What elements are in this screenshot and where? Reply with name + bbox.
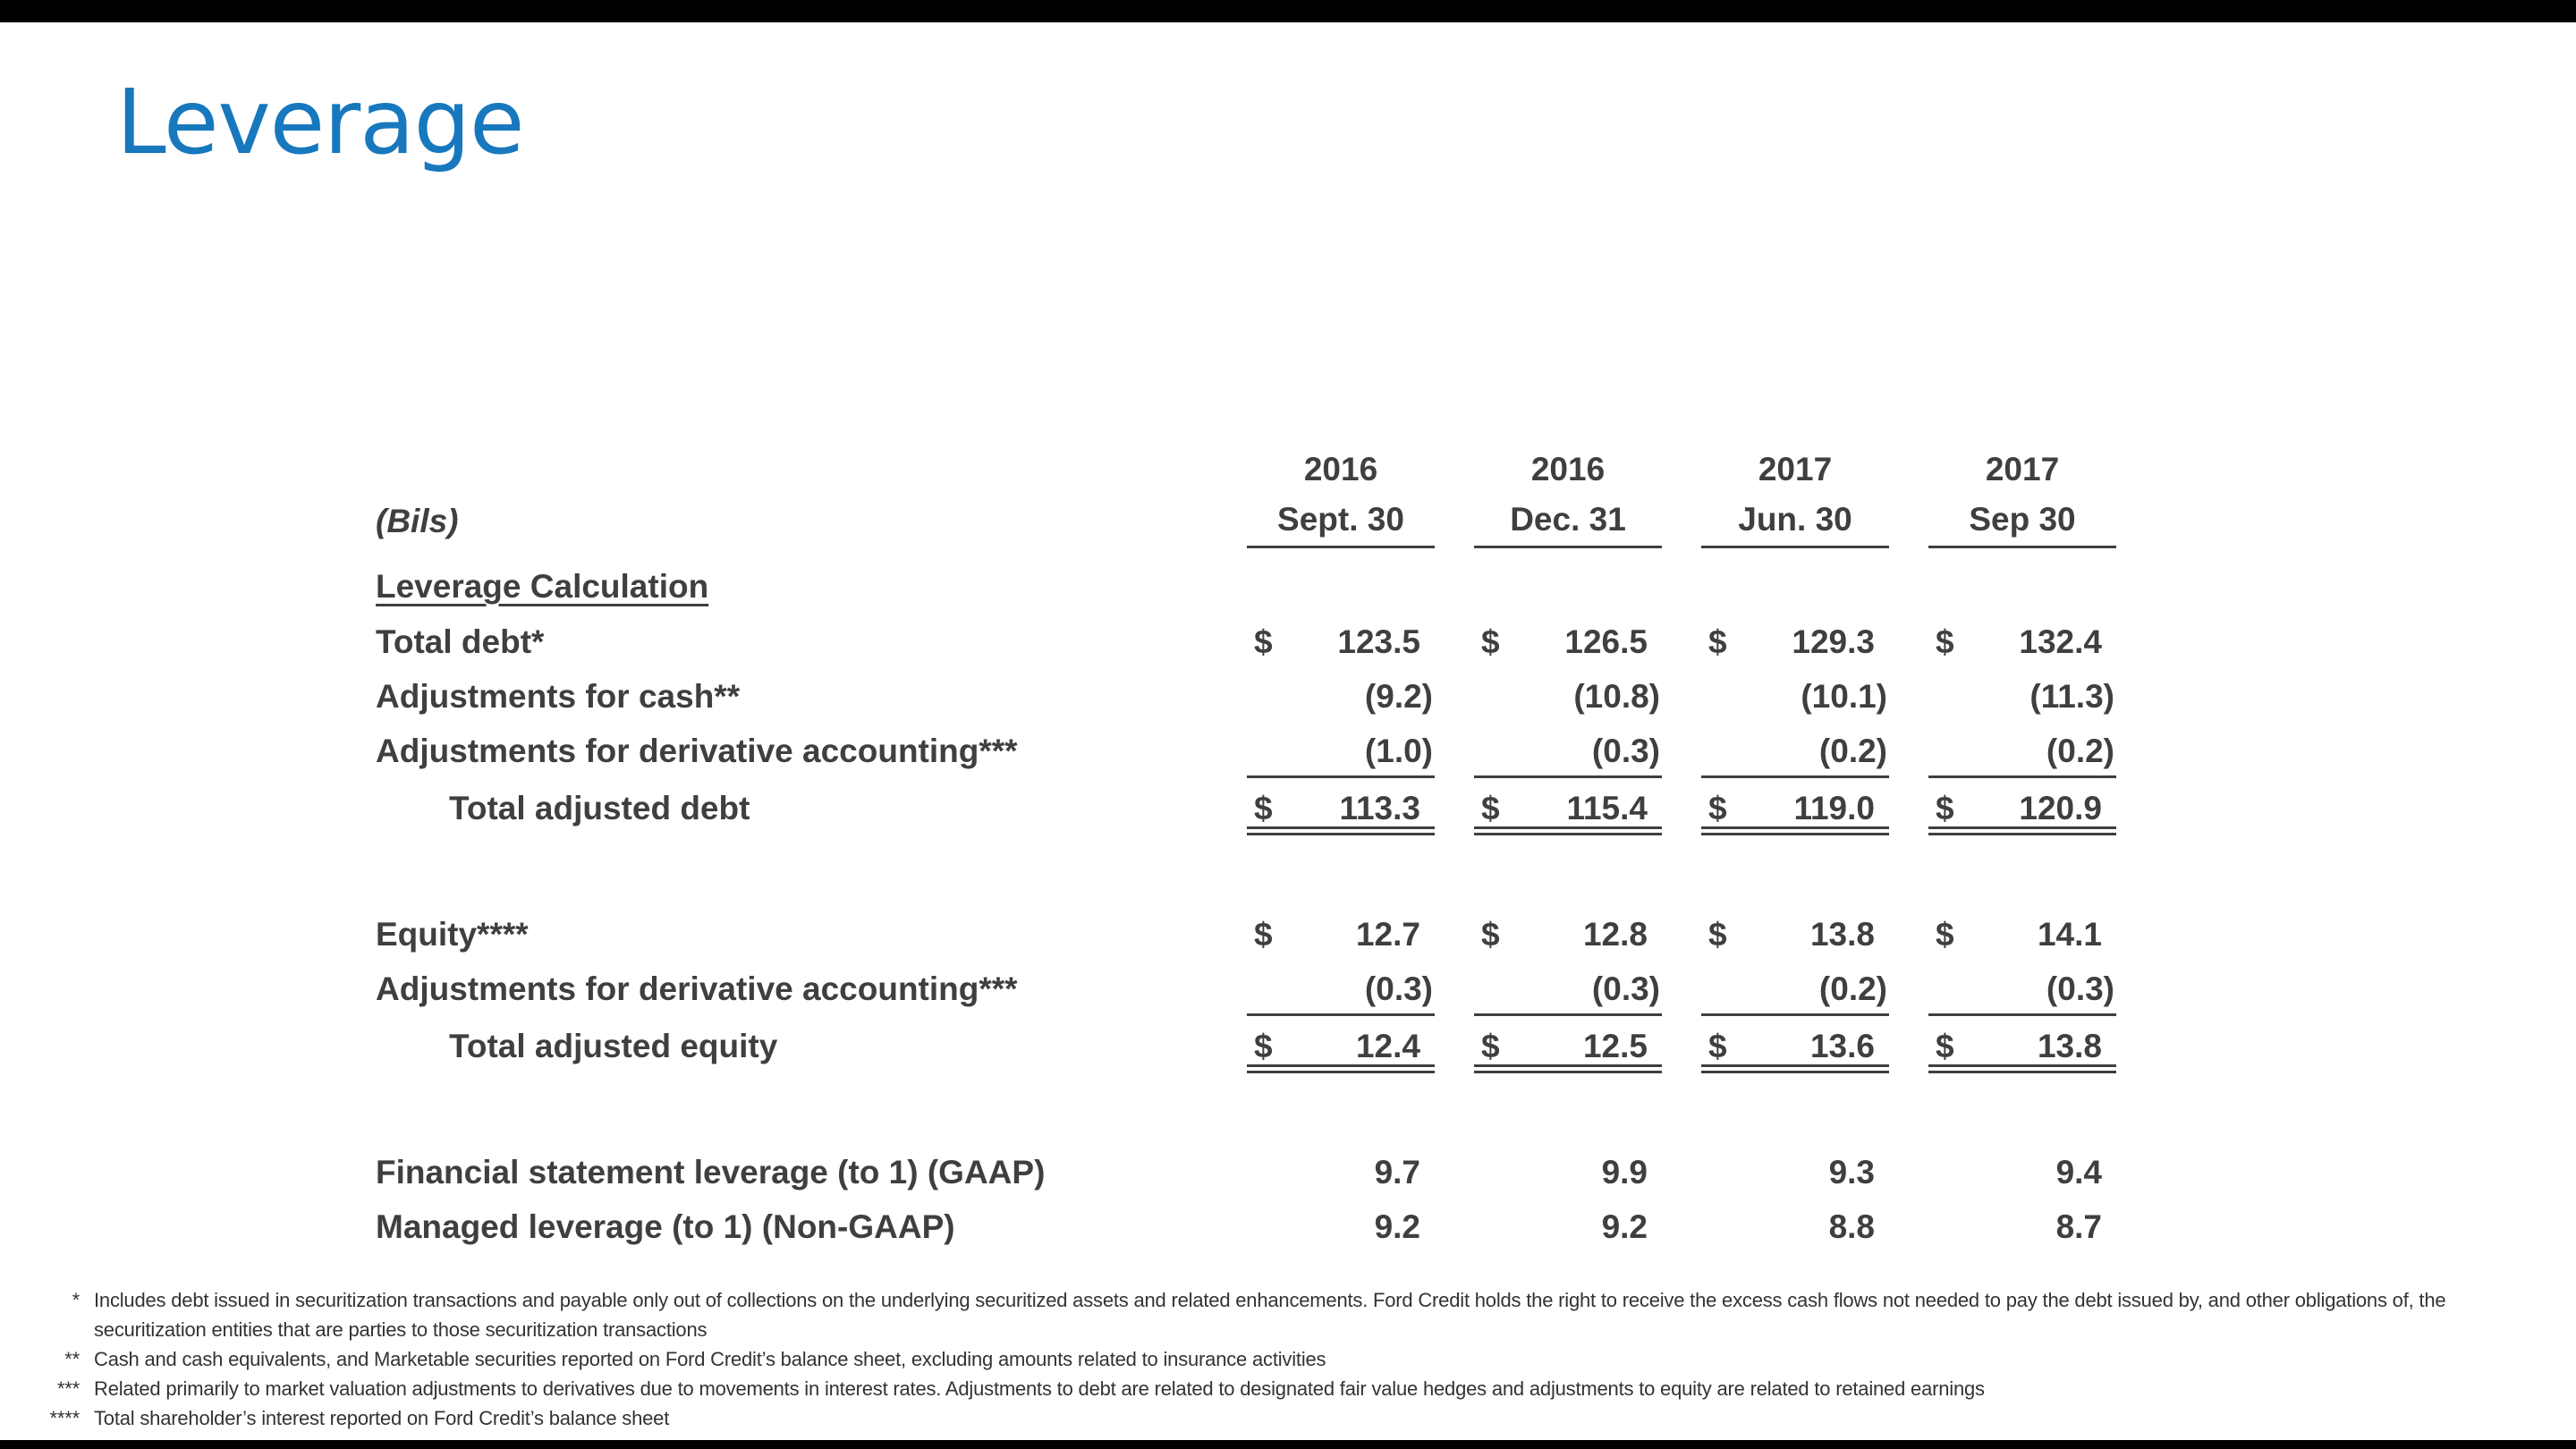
column-header <box>1928 443 2116 548</box>
footnote-text: Cash and cash equivalents, and Marketable securities reported on Ford Credit’s balance sheet, excluding amounts related to insurance activities <box>94 1348 1326 1370</box>
value-cell <box>1928 614 2116 669</box>
section-header-row <box>376 559 2116 614</box>
currency-symbol <box>1701 1145 1708 1199</box>
value: 12.4 <box>1355 1028 1420 1064</box>
footnote-marker: ** <box>64 1348 80 1370</box>
value: (10.1) <box>1801 678 1887 715</box>
value: 9.3 <box>1828 1154 1875 1191</box>
value-cell <box>1701 669 1889 724</box>
value: 9.2 <box>1374 1208 1420 1245</box>
currency-symbol: $ <box>1254 623 1273 660</box>
footnote-text: Includes debt issued in securitization transactions and payable only out of collections on the underlying securitized assets and related enhancements. Ford Credit holds the right to receive the excess cash flows not needed to pay the debt issued by, and other obligations of, the securitization entities that are parties to those securitization transactions <box>94 1289 2446 1341</box>
value: 9.7 <box>1374 1154 1420 1191</box>
footnote <box>0 1374 2469 1403</box>
value-cell <box>1474 1145 1662 1199</box>
currency-symbol <box>1247 1199 1254 1254</box>
row-label: Equity**** <box>376 916 529 953</box>
table-row-adjustments-derivative-equity <box>376 962 2116 1016</box>
value: 129.3 <box>1792 623 1875 660</box>
top-border-bar <box>0 0 2576 22</box>
currency-symbol: $ <box>1936 623 1954 660</box>
value: (10.8) <box>1573 678 1660 715</box>
currency-symbol <box>1474 962 1481 1013</box>
row-label: Adjustments for cash** <box>376 678 741 715</box>
footnote-text: Total shareholder’s interest reported on Ford Credit’s balance sheet <box>94 1407 670 1429</box>
value: 12.5 <box>1582 1028 1648 1064</box>
value: 8.8 <box>1828 1208 1875 1245</box>
row-label: Total adjusted equity <box>449 1028 778 1064</box>
table-row-total-adjusted-equity <box>376 1019 2116 1073</box>
currency-symbol <box>1474 669 1481 724</box>
value: 9.2 <box>1601 1208 1648 1245</box>
value: 113.3 <box>1339 790 1420 826</box>
footnote-marker: * <box>72 1289 80 1311</box>
value: 8.7 <box>2055 1208 2102 1245</box>
currency-symbol: $ <box>1481 916 1500 953</box>
value-cell <box>1701 1145 1889 1199</box>
table-row-managed-leverage <box>376 1199 2116 1254</box>
row-label: Financial statement leverage (to 1) (GAAP) <box>376 1154 1046 1191</box>
currency-symbol <box>1701 669 1708 724</box>
column-year: 2017 <box>1985 451 2060 487</box>
value: 119.0 <box>1793 790 1875 826</box>
value: 120.9 <box>2019 790 2102 826</box>
value-cell <box>1247 1019 1435 1073</box>
value: (1.0) <box>1364 733 1433 769</box>
value-cell <box>1247 1145 1435 1199</box>
footnote <box>0 1403 2469 1433</box>
value-cell <box>1247 669 1435 724</box>
value-cell <box>1701 614 1889 669</box>
currency-symbol: $ <box>1481 790 1500 826</box>
value-cell <box>1928 781 2116 835</box>
footnote <box>0 1285 2469 1344</box>
value: (0.2) <box>1818 970 1887 1007</box>
value-cell <box>1474 1199 1662 1254</box>
currency-symbol: $ <box>1254 790 1273 826</box>
currency-symbol <box>1474 1145 1481 1199</box>
currency-symbol: $ <box>1708 916 1727 953</box>
page-title: Leverage <box>116 70 524 174</box>
footnote-marker: **** <box>49 1407 80 1429</box>
value: (0.3) <box>1591 733 1660 769</box>
column-year: 2017 <box>1758 451 1833 487</box>
row-label: Managed leverage (to 1) (Non-GAAP) <box>376 1208 955 1245</box>
currency-symbol <box>1928 669 1936 724</box>
value-cell <box>1701 781 1889 835</box>
value: 123.5 <box>1337 623 1420 660</box>
value: 12.7 <box>1355 916 1420 953</box>
currency-symbol: $ <box>1481 1028 1500 1064</box>
value-cell <box>1928 669 2116 724</box>
value: (0.2) <box>2046 733 2114 769</box>
footnotes <box>0 1285 2469 1433</box>
column-year: 2016 <box>1530 451 1606 487</box>
currency-symbol <box>1701 1199 1708 1254</box>
table-row-equity <box>376 907 2116 962</box>
value-cell <box>1928 724 2116 778</box>
currency-symbol: $ <box>1481 623 1500 660</box>
currency-symbol <box>1701 962 1708 1013</box>
table-header-row <box>376 443 2116 548</box>
column-header <box>1247 443 1435 548</box>
column-date: Dec. 31 <box>1474 496 1662 548</box>
footnote-text: Related primarily to market valuation adjustments to derivatives due to movements in interest rates. Adjustments to debt are related to designated fair value hedges and adjustments to equity are related to retained earnings <box>94 1377 1985 1400</box>
value-cell <box>1247 724 1435 778</box>
column-date: Sep 30 <box>1928 496 2116 548</box>
value-cell <box>1701 724 1889 778</box>
section-header: Leverage Calculation <box>376 568 709 605</box>
value: 14.1 <box>2037 916 2102 953</box>
currency-symbol: $ <box>1254 1028 1273 1064</box>
value-cell <box>1474 781 1662 835</box>
value-cell <box>1928 1199 2116 1254</box>
value-cell <box>1928 907 2116 962</box>
table-row-adjustments-cash <box>376 669 2116 724</box>
currency-symbol <box>1474 1199 1481 1254</box>
value: (0.3) <box>1364 970 1433 1007</box>
currency-symbol: $ <box>1936 790 1954 826</box>
value-cell <box>1701 907 1889 962</box>
column-date: Sept. 30 <box>1247 496 1435 548</box>
currency-symbol: $ <box>1936 916 1954 953</box>
value: (11.3) <box>2029 678 2114 715</box>
value-cell <box>1247 907 1435 962</box>
value-cell <box>1928 1145 2116 1199</box>
value-cell <box>1474 669 1662 724</box>
value-cell <box>1247 1199 1435 1254</box>
value-cell <box>1701 962 1889 1016</box>
value-cell <box>1247 962 1435 1016</box>
value-cell <box>1474 962 1662 1016</box>
currency-symbol <box>1247 962 1254 1013</box>
value: (0.3) <box>2046 970 2114 1007</box>
currency-symbol <box>1928 724 1936 775</box>
currency-symbol <box>1247 669 1254 724</box>
currency-symbol <box>1928 962 1936 1013</box>
value: 13.6 <box>1809 1028 1875 1064</box>
value: (0.3) <box>1591 970 1660 1007</box>
column-header <box>1474 443 1662 548</box>
currency-symbol: $ <box>1708 623 1727 660</box>
value: 132.4 <box>2019 623 2102 660</box>
currency-symbol: $ <box>1708 790 1727 826</box>
footnote <box>0 1344 2469 1374</box>
value: 12.8 <box>1582 916 1648 953</box>
value-cell <box>1701 1019 1889 1073</box>
currency-symbol <box>1247 724 1254 775</box>
value-cell <box>1247 781 1435 835</box>
unit-label: (Bils) <box>376 503 459 539</box>
value-cell <box>1474 614 1662 669</box>
value: 9.4 <box>2055 1154 2102 1191</box>
value-cell <box>1474 724 1662 778</box>
footnote-marker: *** <box>56 1377 80 1400</box>
currency-symbol <box>1247 1145 1254 1199</box>
value: 126.5 <box>1564 623 1648 660</box>
value: 115.4 <box>1566 790 1648 826</box>
currency-symbol: $ <box>1254 916 1273 953</box>
currency-symbol <box>1928 1145 1936 1199</box>
currency-symbol <box>1701 724 1708 775</box>
currency-symbol: $ <box>1708 1028 1727 1064</box>
value: (0.2) <box>1818 733 1887 769</box>
value-cell <box>1247 614 1435 669</box>
value-cell <box>1928 962 2116 1016</box>
value-cell <box>1928 1019 2116 1073</box>
table-row-financial-statement-leverage <box>376 1145 2116 1199</box>
value-cell <box>1474 907 1662 962</box>
value: 13.8 <box>2037 1028 2102 1064</box>
row-label: Total adjusted debt <box>449 790 750 826</box>
leverage-table <box>376 443 2116 1254</box>
value-cell <box>1474 1019 1662 1073</box>
column-header <box>1701 443 1889 548</box>
value: (9.2) <box>1364 678 1433 715</box>
value-cell <box>1701 1199 1889 1254</box>
row-label: Total debt* <box>376 623 545 660</box>
row-label: Adjustments for derivative accounting*** <box>376 733 1018 769</box>
currency-symbol <box>1474 724 1481 775</box>
column-date: Jun. 30 <box>1701 496 1889 548</box>
table-row-adjustments-derivative-debt <box>376 724 2116 778</box>
value: 13.8 <box>1809 916 1875 953</box>
bottom-border-bar <box>0 1440 2576 1449</box>
column-year: 2016 <box>1303 451 1378 487</box>
currency-symbol: $ <box>1936 1028 1954 1064</box>
row-label: Adjustments for derivative accounting*** <box>376 970 1018 1007</box>
table-row-total-adjusted-debt <box>376 781 2116 835</box>
table-row-total-debt <box>376 614 2116 669</box>
currency-symbol <box>1928 1199 1936 1254</box>
value: 9.9 <box>1601 1154 1648 1191</box>
